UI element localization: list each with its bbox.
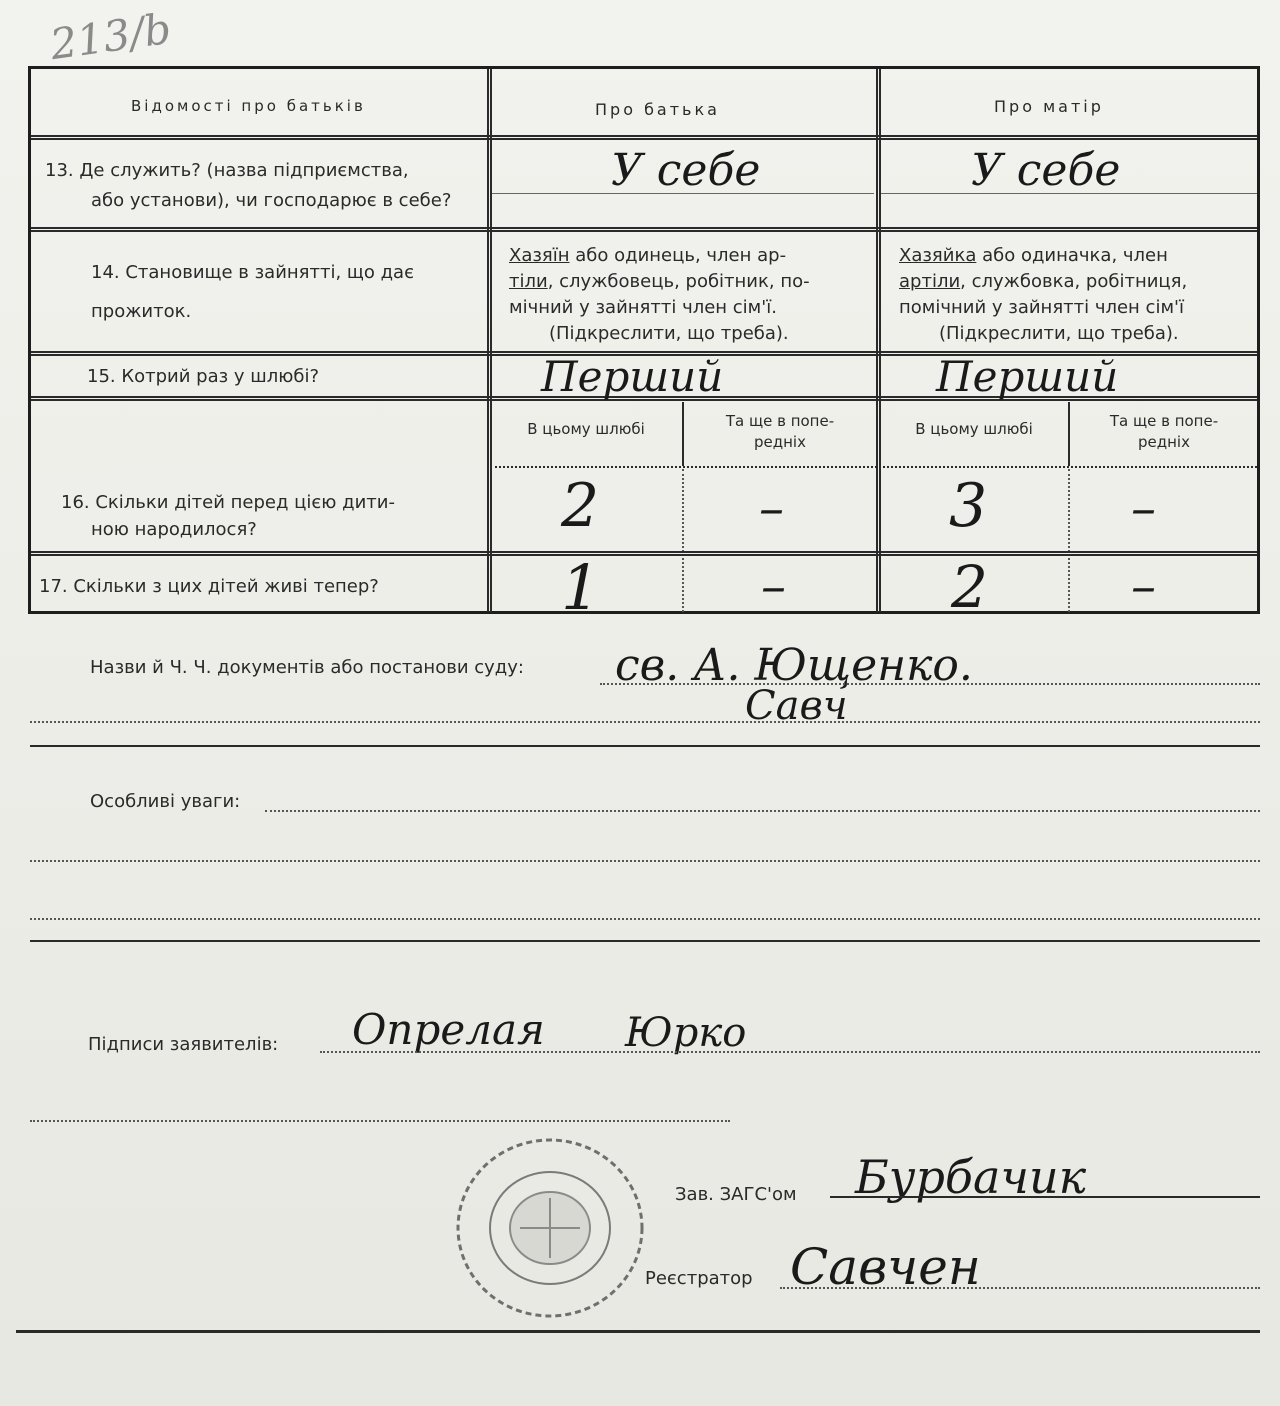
row14-label-2: прожиток. — [91, 301, 192, 322]
row14-mother-text — [899, 243, 1187, 347]
archive-mark: 213/b — [47, 3, 175, 70]
subheader-prev-l2-m: редніх — [1138, 433, 1190, 451]
header-mother: Про матір — [994, 97, 1104, 116]
row17-father-prev: – — [761, 557, 786, 615]
row16-father-this: 2 — [561, 471, 600, 541]
row14-mother-line3: помічний у зайнятті член сім'ї — [899, 297, 1184, 318]
documents-label: Назви й Ч. Ч. документів або постанови суду: — [90, 657, 524, 678]
documents-handwritten-1: св. А. Ющенко. — [615, 640, 973, 691]
header-info: Відомості про батьків — [131, 97, 366, 115]
subheader-prev-l1-m: Та ще в попе- — [1109, 412, 1219, 430]
documents-handwritten-2: Савч — [745, 683, 848, 729]
row15-mother-value: Перший — [936, 352, 1119, 401]
subheader-father-previous — [685, 411, 875, 453]
row14-mother-line1: або одиначка, член — [976, 245, 1168, 266]
row15-label: 15. Котрий раз у шлюбі? — [87, 366, 320, 387]
row14-father-line3: мічний у зайнятті член сім'ї. — [509, 297, 777, 318]
row16-father-prev: – — [759, 479, 784, 537]
row16-label-2: ною народилося? — [91, 519, 257, 540]
row16-label-1: 16. Скільки дітей перед цією дити- — [61, 492, 395, 513]
subheader-prev-l2: редніх — [754, 433, 806, 451]
parents-info-table — [28, 66, 1260, 624]
applicants-label: Підписи заявителів: — [88, 1034, 279, 1055]
row13-label-2: або установи), чи господарює в себе? — [91, 190, 452, 211]
header-father: Про батька — [595, 100, 720, 119]
row13-father-value: У себе — [611, 145, 761, 196]
row14-mother-line2: , службовка, робітниця, — [960, 271, 1188, 292]
row16-mother-this: 3 — [949, 471, 988, 541]
row17-mother-prev: – — [1131, 557, 1156, 615]
row14-father-line1: або одинець, член ар- — [569, 245, 787, 266]
subheader-mother-this: В цьому шлюбі — [915, 420, 1033, 438]
remarks-label: Особливі уваги: — [90, 791, 241, 812]
applicant-signature-1: Опрелая — [352, 1005, 545, 1054]
subheader-father-this: В цьому шлюбі — [527, 420, 645, 438]
applicant-signature-2: Юрко — [625, 1010, 747, 1056]
row17-mother-this: 2 — [951, 553, 988, 621]
row14-mother-line4: (Підкреслити, що треба). — [939, 323, 1179, 344]
head-signature: Бурбачик — [855, 1150, 1087, 1204]
row14-father-line2: , службовець, робітник, по- — [547, 271, 810, 292]
subheader-prev-l1: Та ще в попе- — [725, 412, 835, 430]
row17-label: 17. Скільки з цих дітей живі тепер? — [39, 576, 379, 597]
subheader-mother-previous — [1071, 411, 1257, 453]
registrar-signature: Савчен — [790, 1238, 981, 1296]
head-label: Зав. ЗАГС'ом — [675, 1184, 797, 1205]
row14-father-line4: (Підкреслити, що треба). — [549, 323, 789, 344]
row13-mother-value: У себе — [971, 145, 1121, 196]
row14-father-text — [509, 243, 810, 347]
row14-label-1: 14. Становище в зайнятті, що дає — [91, 262, 414, 283]
owner-option-father: Хазяїн — [509, 245, 570, 266]
row13-label-1: 13. Де служить? (назва підприємства, — [45, 160, 409, 181]
row15-father-value: Перший — [541, 352, 724, 401]
artel-option-mother: артіли — [899, 271, 961, 292]
row16-mother-prev: – — [1131, 479, 1156, 537]
official-seal — [445, 1120, 685, 1330]
owner-option-mother: Хазяйка — [899, 245, 977, 266]
row17-father-this: 1 — [561, 551, 601, 624]
registrar-label: Реєстратор — [645, 1268, 753, 1289]
artel-option-father: тіли — [509, 271, 548, 292]
